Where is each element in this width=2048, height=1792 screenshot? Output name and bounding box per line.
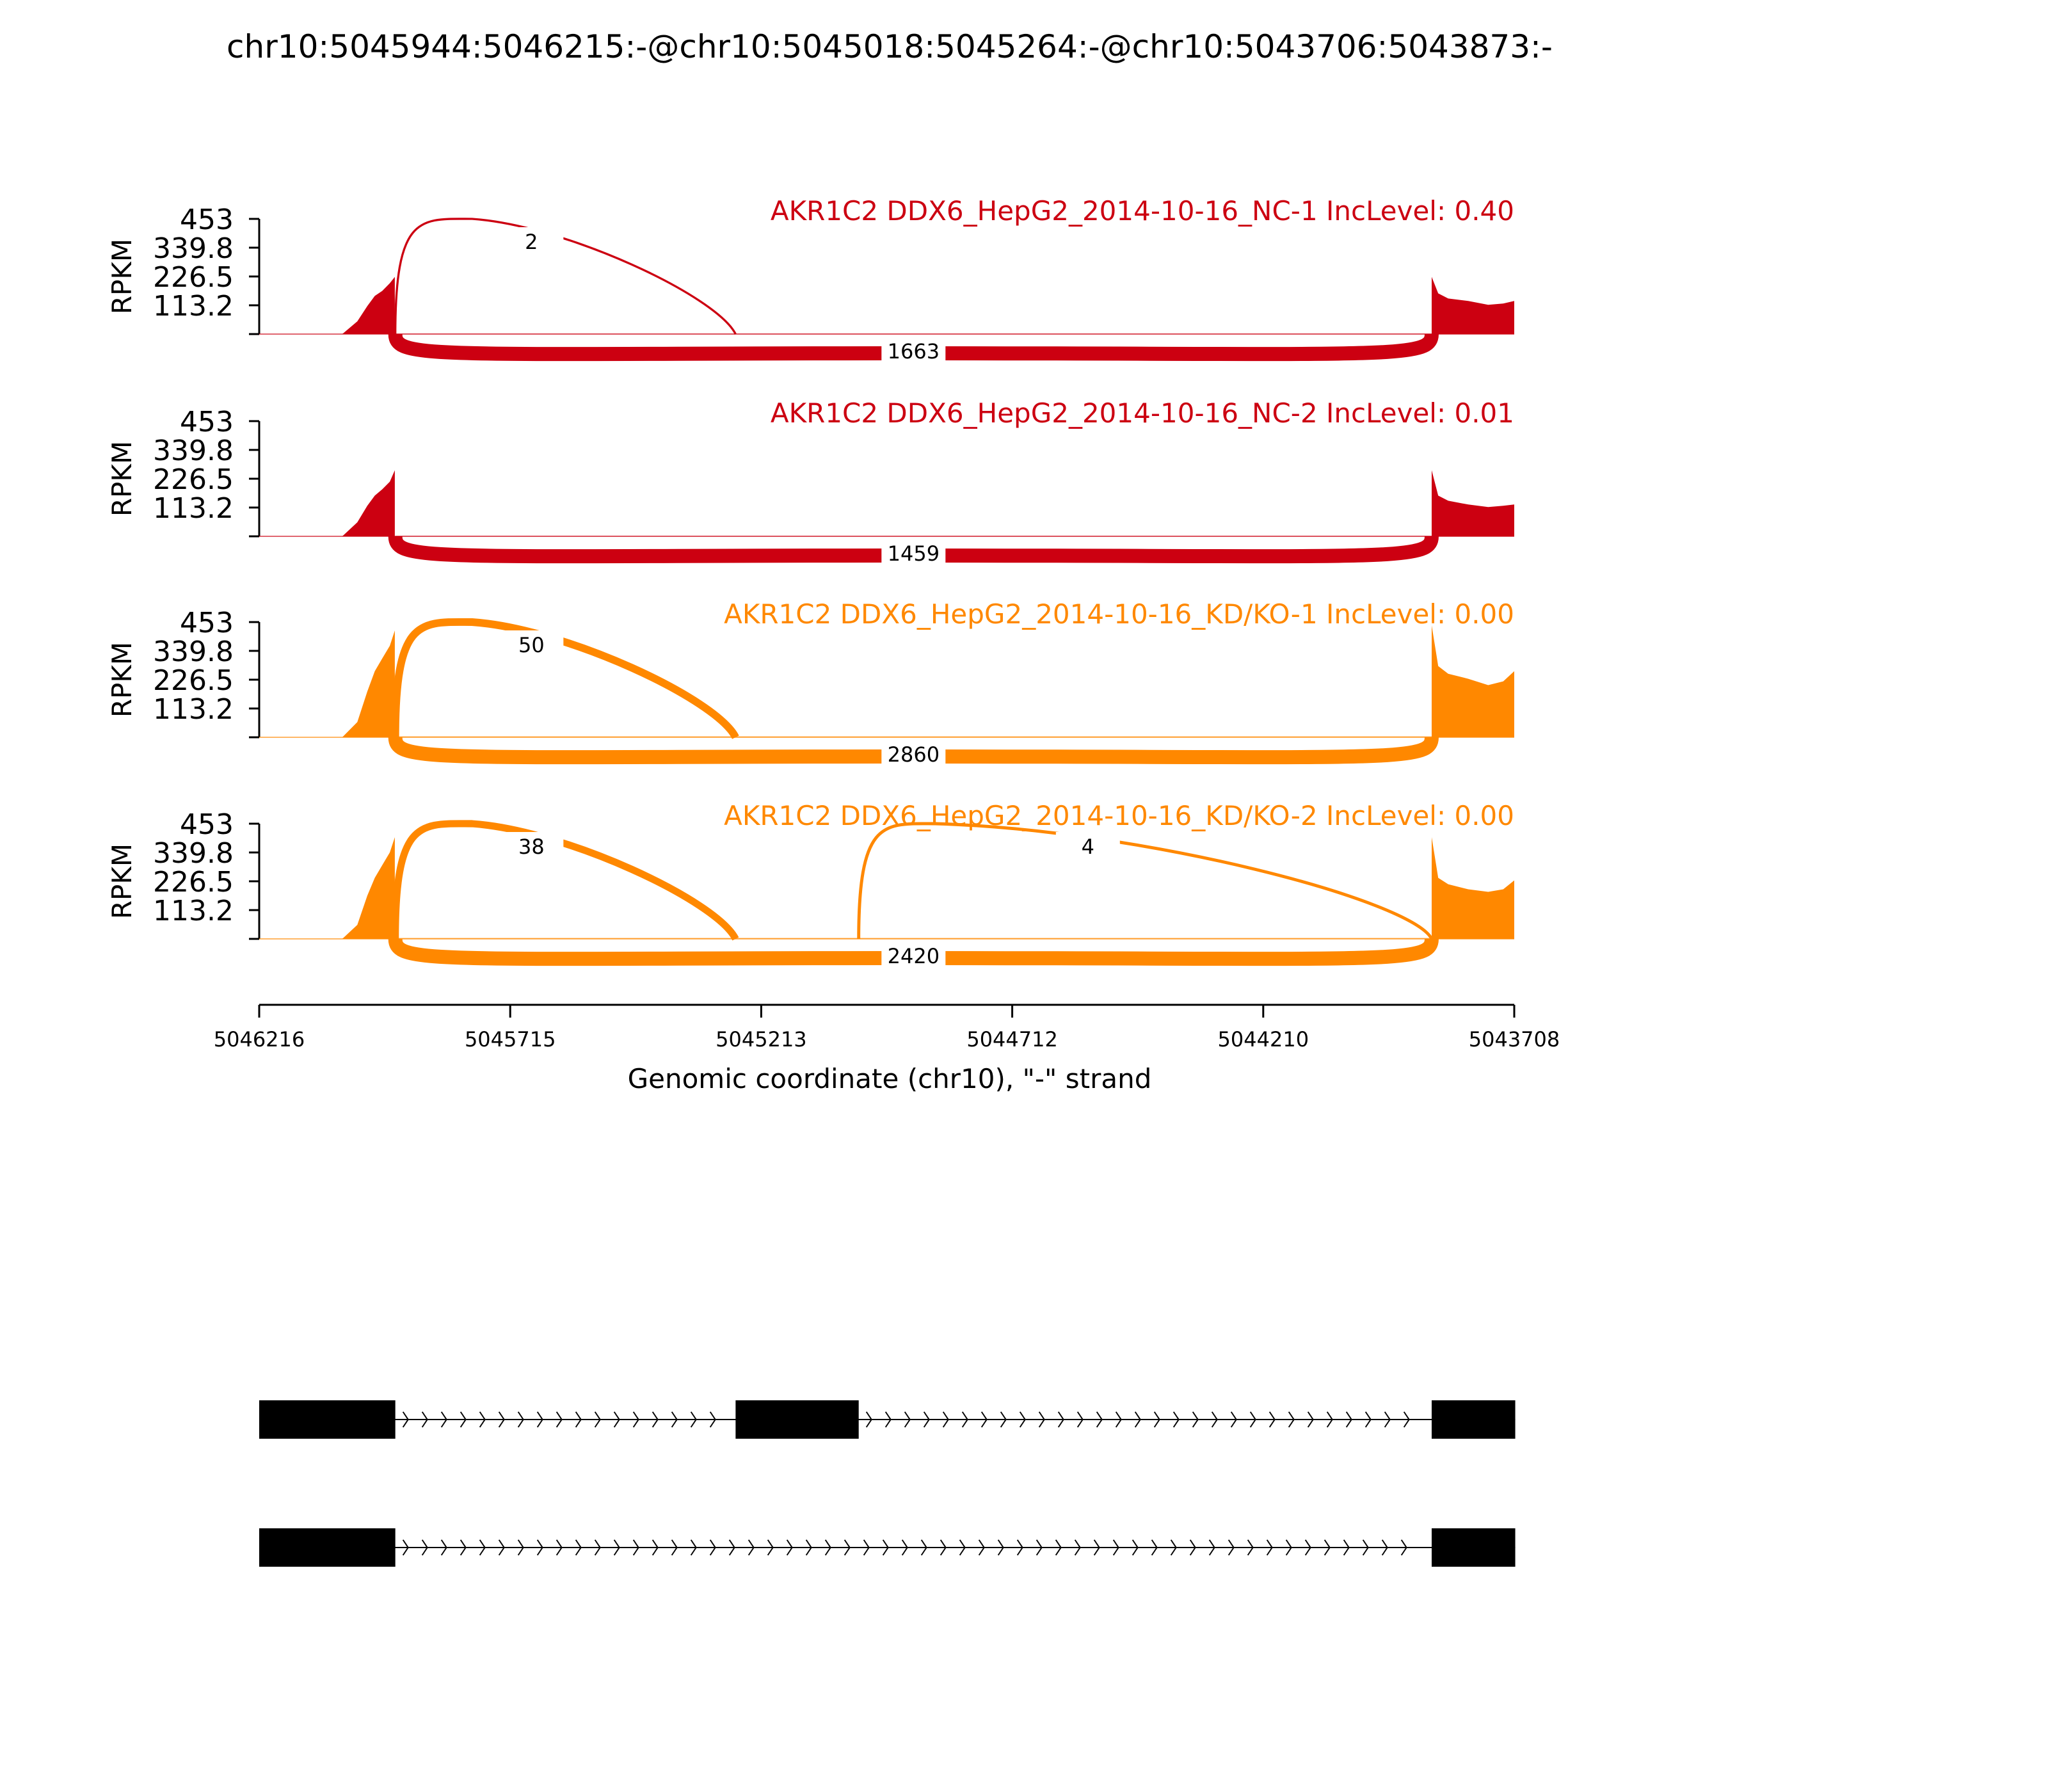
coverage-exon1 — [259, 837, 395, 939]
y-tick-label: 113.2 — [153, 290, 234, 323]
exon-block — [1432, 1528, 1516, 1567]
y-tick-label: 339.8 — [153, 635, 234, 668]
junction-count-label: 50 — [518, 633, 545, 657]
exon-block — [1432, 1400, 1516, 1439]
track-label: AKR1C2 DDX6_HepG2_2014-10-16_NC-1 IncLevel: 0.40 — [770, 195, 1514, 227]
y-axis-label: RPKM — [106, 843, 138, 920]
y-tick-label: 453 — [180, 607, 234, 639]
y-axis-label: RPKM — [106, 641, 138, 718]
track-label: AKR1C2 DDX6_HepG2_2014-10-16_KD/KO-2 IncLevel: 0.00 — [724, 800, 1514, 831]
junction-count-label: 1459 — [887, 541, 940, 566]
junction-count-label: 2420 — [887, 944, 940, 968]
x-tick-label: 5046216 — [213, 1027, 305, 1052]
isoform-2 — [259, 1528, 1516, 1567]
y-tick-label: 453 — [180, 406, 234, 438]
exon-block — [259, 1528, 396, 1567]
y-tick-label: 113.2 — [153, 693, 234, 726]
isoform-1 — [259, 1400, 1516, 1439]
coverage-exon3 — [1432, 837, 1514, 939]
junction-arc — [396, 824, 736, 939]
y-tick-label: 113.2 — [153, 492, 234, 525]
y-tick-label: 339.8 — [153, 232, 234, 265]
junction-count-label: 2860 — [887, 742, 940, 767]
coverage-exon1 — [259, 277, 395, 334]
track-2 — [106, 397, 1514, 567]
y-tick-label: 339.8 — [153, 434, 234, 467]
exon-block — [735, 1400, 858, 1439]
junction-count-label: 2 — [525, 230, 538, 254]
y-tick-label: 226.5 — [153, 866, 234, 899]
junction-count-label: 1663 — [887, 339, 940, 364]
y-axis-label: RPKM — [106, 440, 138, 517]
junction-count-label: 4 — [1081, 835, 1095, 859]
track-3 — [106, 598, 1514, 768]
junction-count-label: 38 — [518, 835, 545, 859]
x-tick-label: 5045715 — [464, 1027, 556, 1052]
coverage-intron — [396, 736, 1432, 737]
coverage-exon3 — [1432, 625, 1514, 737]
track-label: AKR1C2 DDX6_HepG2_2014-10-16_NC-2 IncLevel: 0.01 — [770, 397, 1514, 429]
y-tick-label: 226.5 — [153, 463, 234, 496]
coverage-exon3 — [1432, 470, 1514, 536]
junction-arc — [859, 824, 1432, 939]
isoform-models — [259, 1400, 1516, 1567]
x-axis-title: Genomic coordinate (chr10), "-" strand — [627, 1063, 1152, 1094]
x-tick-label: 5043708 — [1468, 1027, 1560, 1052]
track-4 — [106, 800, 1514, 970]
y-tick-label: 113.2 — [153, 895, 234, 928]
x-axis — [214, 1005, 1560, 1052]
y-tick-label: 453 — [180, 204, 234, 236]
coverage-exon3 — [1432, 277, 1514, 334]
x-tick-label: 5045213 — [716, 1027, 807, 1052]
track-label: AKR1C2 DDX6_HepG2_2014-10-16_KD/KO-1 IncLevel: 0.00 — [724, 598, 1514, 630]
track-1 — [106, 195, 1514, 365]
coverage-exon1 — [259, 470, 395, 536]
x-tick-label: 5044210 — [1217, 1027, 1309, 1052]
coverage-intron — [396, 333, 1432, 334]
y-tick-label: 339.8 — [153, 836, 234, 870]
coverage-exon1 — [259, 630, 395, 737]
y-tick-label: 226.5 — [153, 261, 234, 294]
coverage-intron — [396, 938, 1432, 939]
y-tick-label: 453 — [180, 808, 234, 841]
junction-arc — [396, 219, 736, 334]
junction-arc — [396, 622, 736, 737]
plot-title: chr10:5045944:5046215:-@chr10:5045018:5045264:-@chr10:5043706:5043873:- — [227, 28, 1553, 65]
exon-block — [259, 1400, 396, 1439]
y-axis-label: RPKM — [106, 238, 138, 315]
y-tick-label: 226.5 — [153, 664, 234, 697]
tracks-layer — [106, 195, 1514, 970]
x-tick-label: 5044712 — [966, 1027, 1058, 1052]
